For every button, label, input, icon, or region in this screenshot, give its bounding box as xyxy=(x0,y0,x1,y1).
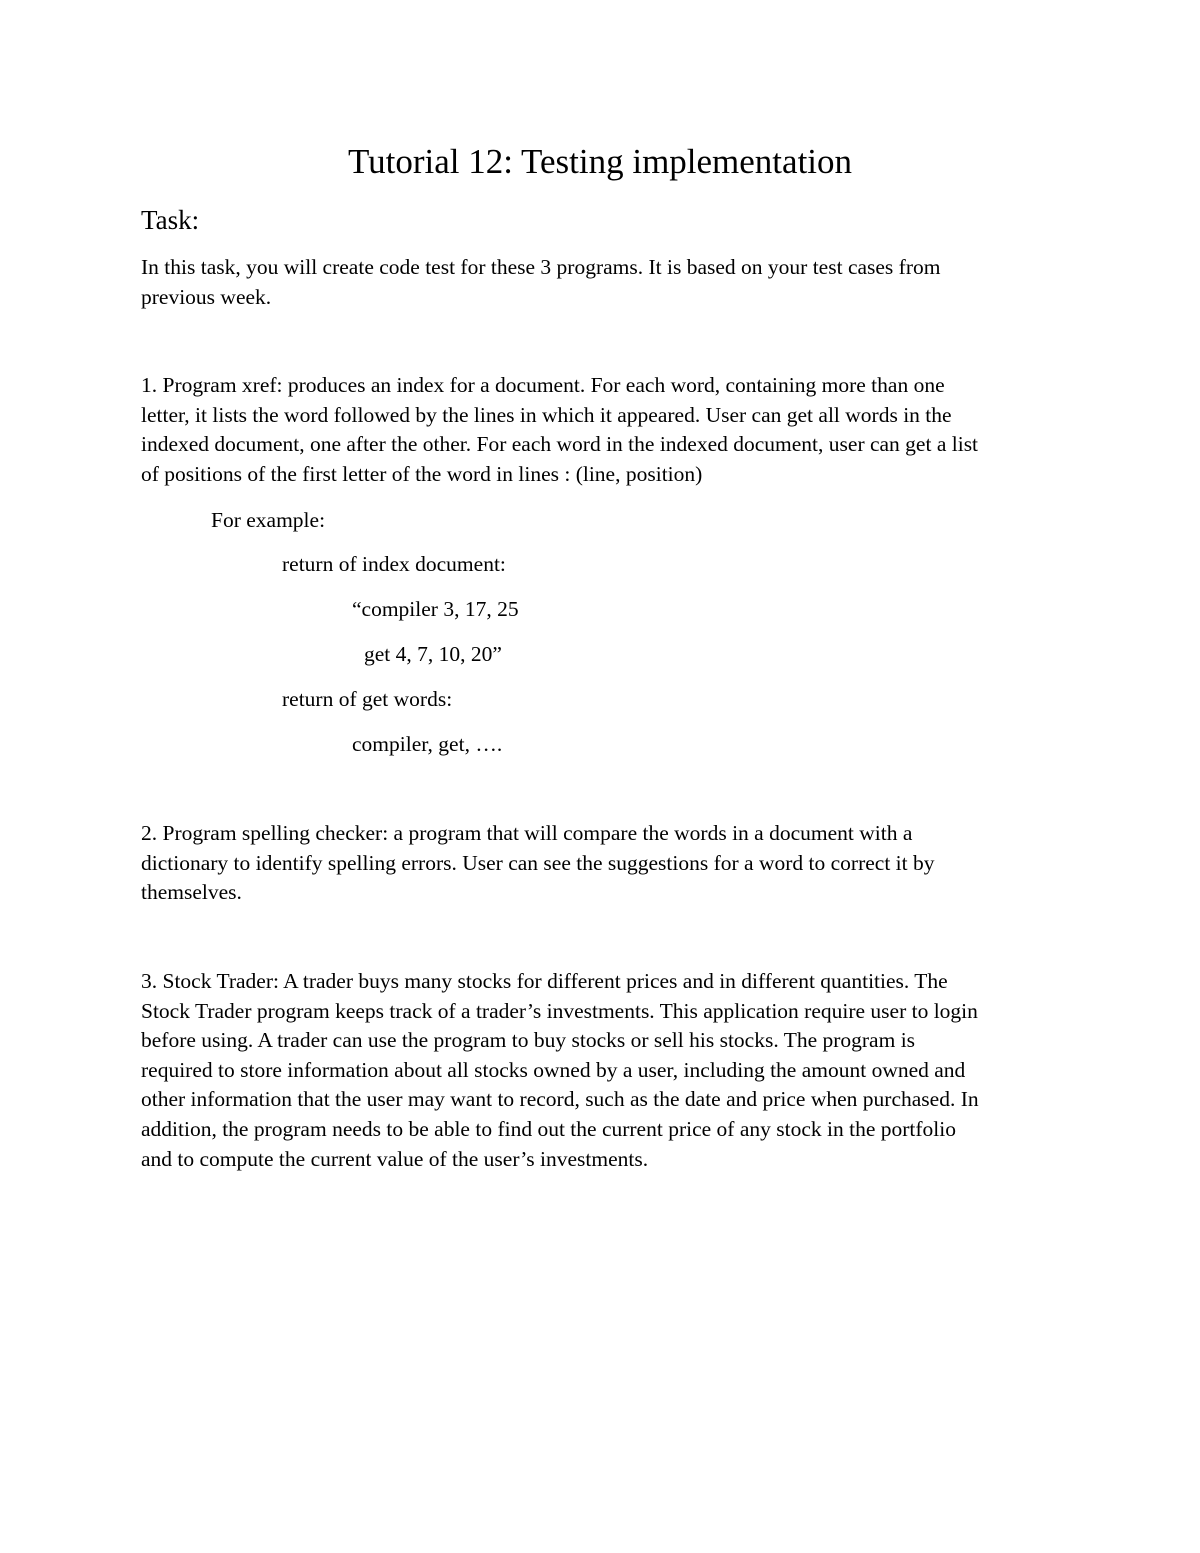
example-label: For example: xyxy=(211,508,326,532)
program1-line: of positions of the first letter of the word in lines : (line, position) xyxy=(141,461,703,486)
program3-line: addition, the program needs to be able to find out the current price of any stock in the portfolio xyxy=(141,1116,956,1141)
program3-line: other information that the user may want to record, such as the date and price when purchased. In xyxy=(141,1087,979,1112)
intro-paragraph xyxy=(141,253,1066,312)
get-words-value: compiler, get, …. xyxy=(352,732,503,756)
get-words-label: return of get words: xyxy=(282,687,453,711)
index-line-compiler: “compiler 3, 17, 25 xyxy=(352,597,519,621)
program3-line: Stock Trader program keeps track of a trader’s investments. This application require user to login xyxy=(141,998,978,1023)
program3-paragraph xyxy=(141,967,1066,1174)
program3-line: required to store information about all stocks owned by a user, including the amount owned and xyxy=(141,1057,966,1082)
document-title: Tutorial 12: Testing implementation xyxy=(347,142,853,181)
program1-paragraph xyxy=(141,371,1066,489)
program2-line: themselves. xyxy=(141,880,242,905)
program1-line: letter, it lists the word followed by the lines in which it appeared. User can get all words in the xyxy=(141,402,952,427)
task-heading: Task: xyxy=(141,205,200,235)
program2-line: 2. Program spelling checker: a program that will compare the words in a document with a xyxy=(141,821,913,845)
program1-line: indexed document, one after the other. For each word in the indexed document, user can get a list xyxy=(141,432,979,457)
program3-line: before using. A trader can use the program to buy stocks or sell his stocks. The program is xyxy=(141,1028,916,1053)
intro-line: previous week. xyxy=(141,284,272,309)
program2-paragraph xyxy=(141,819,1066,908)
program3-line: 3. Stock Trader: A trader buys many stocks for different prices and in different quantities. The xyxy=(141,969,948,993)
index-document-label: return of index document: xyxy=(282,552,506,576)
program3-line: and to compute the current value of the user’s investments. xyxy=(141,1146,649,1171)
program2-line: dictionary to identify spelling errors. User can see the suggestions for a word to correct it by xyxy=(141,850,935,875)
index-line-get: get 4, 7, 10, 20” xyxy=(364,642,502,666)
program1-line: 1. Program xref: produces an index for a document. For each word, containing more than one xyxy=(141,373,945,397)
intro-line: In this task, you will create code test for these 3 programs. It is based on your test cases from xyxy=(141,255,941,279)
